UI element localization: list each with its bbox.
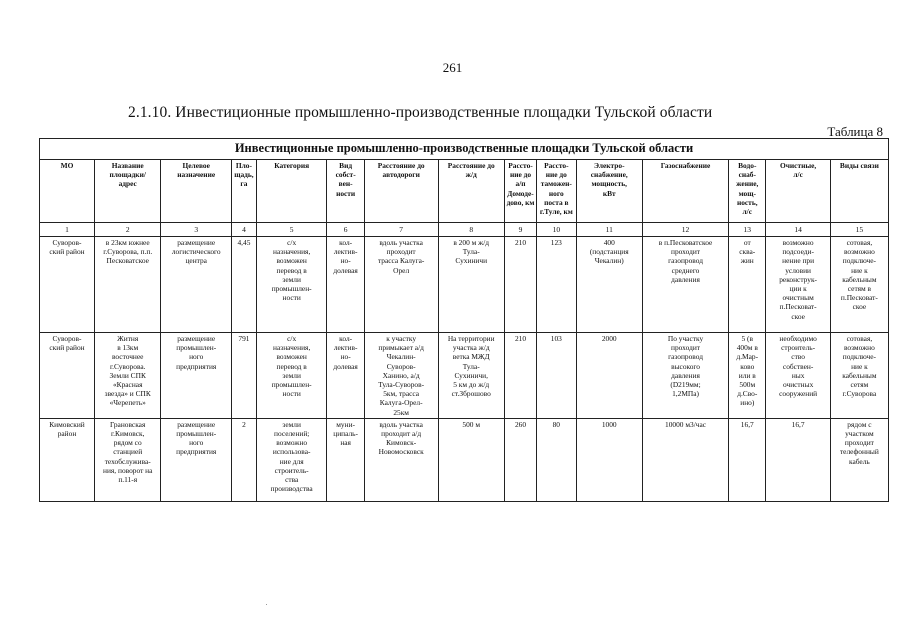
table-cell: с/х назначения, возможен перевод в земли промышлен- ности (256, 333, 327, 419)
column-header: Рассто- ние до а/п Домоде- дово, км (504, 160, 536, 223)
table-cell: кол- лектив- но- долевая (327, 333, 364, 419)
table-cell: Кимовский район (40, 418, 95, 501)
table-cell: 210 (504, 237, 536, 333)
table-cell: По участку проходит газопровод высокого давления (D219мм; 1,2МПа) (642, 333, 728, 419)
table-cell: 400 (подстанция Чекалин) (576, 237, 642, 333)
table-cell: 16,7 (766, 418, 830, 501)
column-number: 9 (504, 223, 536, 237)
table-cell: размещение промышлен- ного предприятия (161, 333, 232, 419)
column-header: Водо- снаб- жение, мощ- ность, л/с (729, 160, 766, 223)
table-cell: сотовая, возможно подключе- ние к кабельным сетям г.Суворова (830, 333, 888, 419)
column-number: 14 (766, 223, 830, 237)
table-header-row (40, 160, 889, 223)
column-number: 1 (40, 223, 95, 237)
table-cell: 4,45 (231, 237, 256, 333)
table-cell: 103 (537, 333, 576, 419)
column-number: 5 (256, 223, 327, 237)
page-number: 261 (442, 60, 463, 75)
scan-speck (266, 604, 267, 605)
table-row (40, 418, 889, 501)
section-title: 2.1.10. Инвестиционные промышленно-производственные площадки Тульской области (128, 104, 713, 121)
column-header: Расстояние до ж/д (438, 160, 504, 223)
table-cell: с/х назначения, возможен перевод в земли промышлен- ности (256, 237, 327, 333)
table-cell: Суворов- ский район (40, 333, 95, 419)
table-title: Инвестиционные промышленно-производственные площадки Тульской области (40, 139, 889, 160)
table-cell: в 23км южнее г.Суворова, п.п. Песковатское (95, 237, 161, 333)
column-number: 13 (729, 223, 766, 237)
table-cell: На территории участка ж/д ветка МЖД Тула- Сухиничи, 5 км до ж/д ст.Зброшово (438, 333, 504, 419)
column-header: Расстояние до автодороги (364, 160, 438, 223)
column-number: 8 (438, 223, 504, 237)
table-cell: Грановская г.Кимовск, рядом со станцией техобслужива- ния, поворот на п.11-я (95, 418, 161, 501)
table-cell: размещение логистического центра (161, 237, 232, 333)
table-cell: 210 (504, 333, 536, 419)
column-number: 10 (537, 223, 576, 237)
column-header: Вид собст- вен- ности (327, 160, 364, 223)
column-header: Пло- щадь, га (231, 160, 256, 223)
column-number: 2 (95, 223, 161, 237)
table-row (40, 237, 889, 333)
column-number: 15 (830, 223, 888, 237)
table-cell: от сква- жин (729, 237, 766, 333)
table-cell: вдоль участка проходит трасса Калуга- Орел (364, 237, 438, 333)
table-cell: Житня в 13км восточнее г.Суворова. Земли СПК «Красная звезда» и СПК «Черепеть» (95, 333, 161, 419)
table-cell: размещение промышлен- ного предприятия (161, 418, 232, 501)
table-cell: 2 (231, 418, 256, 501)
table-cell: 1000 (576, 418, 642, 501)
column-number: 3 (161, 223, 232, 237)
table-cell: к участку примыкает а/д Чекалин- Суворов- Ханино, а/д Тула-Суворов- 5км, трасса Калуга-Орел- 25км (364, 333, 438, 419)
column-header: Электро- снабжение, мощность, кВт (576, 160, 642, 223)
table-cell: 260 (504, 418, 536, 501)
column-number: 4 (231, 223, 256, 237)
table-cell: 791 (231, 333, 256, 419)
table-cell: кол- лектив- но- долевая (327, 237, 364, 333)
table-cell: 16,7 (729, 418, 766, 501)
table-row (40, 333, 889, 419)
table-cell: возможно подсоеди- нение при условии реконструк- ции к очистным п.Песковат- ское (766, 237, 830, 333)
table-cell: 80 (537, 418, 576, 501)
table-cell: рядом с участком проходит телефонный кабель (830, 418, 888, 501)
table-cell: 10000 м3/час (642, 418, 728, 501)
column-header: Название площадки/ адрес (95, 160, 161, 223)
investment-sites-table (39, 138, 889, 502)
table-cell: 123 (537, 237, 576, 333)
column-header: Газоснабжение (642, 160, 728, 223)
column-header: Виды связи (830, 160, 888, 223)
table-cell: Суворов- ский район (40, 237, 95, 333)
column-number: 12 (642, 223, 728, 237)
column-header: Целевое назначение (161, 160, 232, 223)
table-cell: 2000 (576, 333, 642, 419)
table-cell: в 200 м ж/д Тула- Сухиничи (438, 237, 504, 333)
column-number-row (40, 223, 889, 237)
column-header: Рассто- ние до таможен- ного поста в г.Туле, км (537, 160, 576, 223)
table-cell: муни- ципаль- ная (327, 418, 364, 501)
column-number: 11 (576, 223, 642, 237)
table-cell: 500 м (438, 418, 504, 501)
column-number: 7 (364, 223, 438, 237)
table-cell: земли поселений; возможно использова- ние для строитель- ства производства (256, 418, 327, 501)
table-cell: сотовая, возможно подключе- ние к кабельным сетям в п.Песковат- ское (830, 237, 888, 333)
table-cell: необходимо строитель- ство собствен- ных очистных сооружений (766, 333, 830, 419)
column-header: МО (40, 160, 95, 223)
table-cell: 5 (в 400м в д.Мар- ково или в 500м д.Сво- ино) (729, 333, 766, 419)
table-label: Таблица 8 (827, 124, 883, 139)
table-cell: в п.Песковатское проходит газопровод среднего давления (642, 237, 728, 333)
column-number: 6 (327, 223, 364, 237)
column-header: Категория (256, 160, 327, 223)
table-cell: вдоль участка проходит а/д Кимовск- Новомосковск (364, 418, 438, 501)
column-header: Очистные, л/с (766, 160, 830, 223)
